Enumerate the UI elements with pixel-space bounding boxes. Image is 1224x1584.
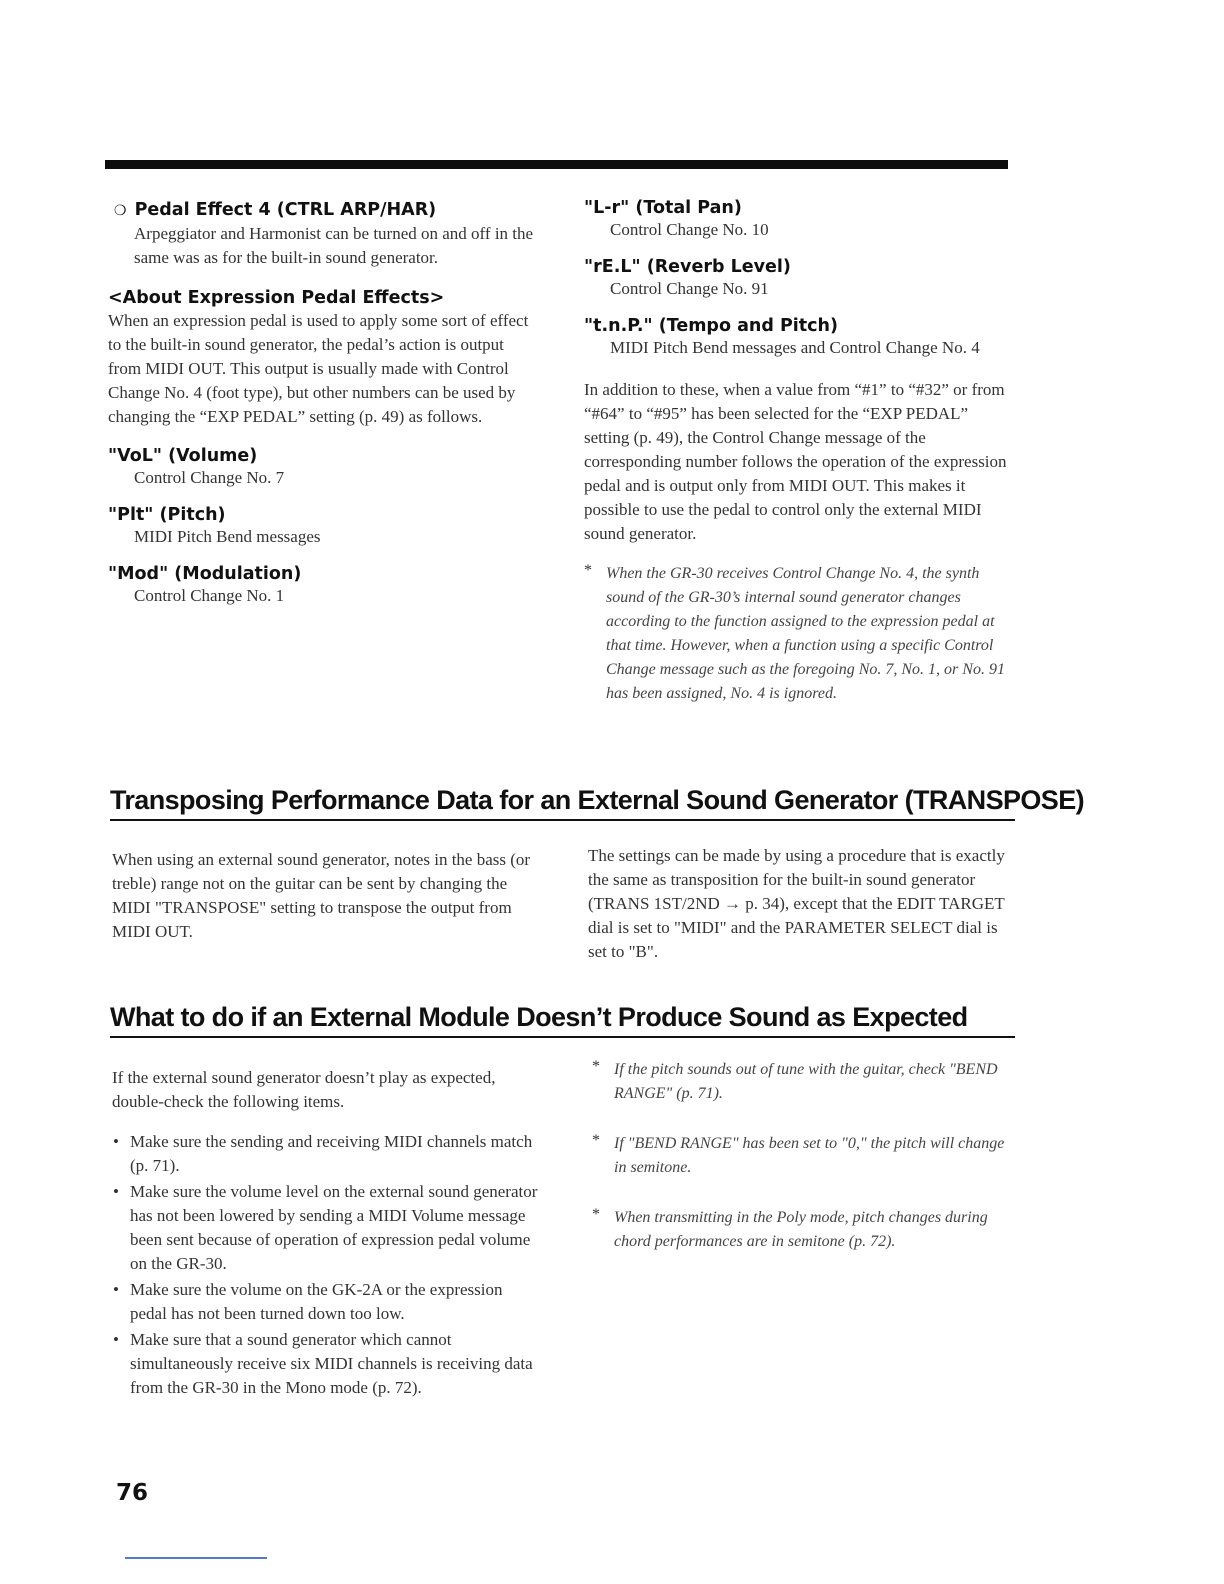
vol-text: Control Change No. 7: [134, 468, 285, 487]
top-rule: [105, 160, 1008, 169]
check-item: • Make sure the sending and receiving MIDI channels match (p. 71).: [112, 1130, 542, 1178]
total-pan-text: Control Change No. 10: [610, 220, 769, 239]
left-column: [108, 200, 538, 608]
check-item: • Make sure the volume level on the external sound generator has not been lowered by sending a MIDI Volume message been sent because of operation of expression pedal volume on the GR-30.: [112, 1180, 542, 1276]
reverb-level-heading: "rE.L" (Reverb Level): [584, 257, 791, 277]
pedal-effect-heading: ❍ Pedal Effect 4 (CTRL ARP/HAR): [114, 200, 437, 220]
right-column: [584, 198, 1012, 706]
note-text: If the pitch sounds out of tune with the guitar, check "BEND RANGE" (p. 71).: [614, 1061, 998, 1102]
asterisk-icon: *: [592, 1206, 600, 1223]
transpose-left-text: When using an external sound generator, notes in the bass (or treble) range not on the guitar can be sent by changing the MIDI "TRANSPOSE" setting to transpose the output from MIDI OUT.: [112, 850, 531, 941]
pitch-heading: "Plt" (Pitch): [108, 505, 226, 525]
reverb-level-text: Control Change No. 91: [610, 279, 769, 298]
about-expression-text: When an expression pedal is used to apply some sort of effect to the built-in sound generator, the pedal’s action is output from MIDI OUT. This output is usually made with Control Change No. 4 (foot type), but other numbers can be used by changing the “EXP PEDAL” setting (p. 49) as follows.: [108, 311, 529, 426]
total-pan-heading: "L-r" (Total Pan): [584, 198, 742, 218]
troubleshoot-section-title: What to do if an External Module Doesn’t Produce Sound as Expected: [110, 1002, 1015, 1038]
check-list: [112, 1130, 542, 1400]
pitch-text: MIDI Pitch Bend messages: [134, 527, 321, 546]
addition-text: In addition to these, when a value from “#1” to “#32” or from “#64” to “#95” has been selected for the “EXP PEDAL” setting (p. 49), the Control Change message of the corresponding number follows the operation of the expression pedal and is output only from MIDI OUT. This makes it possible to use the pedal to control only the external MIDI sound generator.: [584, 380, 1007, 543]
bend-range-note: [592, 1058, 1014, 1106]
tempo-pitch-heading: "t.n.P." (Tempo and Pitch): [584, 316, 838, 336]
vol-heading: "VoL" (Volume): [108, 446, 258, 466]
note-text: If "BEND RANGE" has been set to "0," the pitch will change in semitone.: [614, 1135, 1005, 1176]
bottom-mark: [125, 1557, 267, 1559]
troubleshoot-intro: If the external sound generator doesn’t play as expected, double-check the following items.: [112, 1068, 496, 1111]
mod-heading: "Mod" (Modulation): [108, 564, 302, 584]
check-item: • Make sure that a sound generator which cannot simultaneously receive six MIDI channels is receiving data from the GR-30 in the Mono mode (p. 72).: [112, 1328, 542, 1400]
asterisk-icon: *: [592, 1132, 600, 1149]
troubleshoot-right: [592, 1058, 1014, 1254]
semitone-note: [592, 1132, 1014, 1180]
about-expression-heading: <About Expression Pedal Effects>: [108, 288, 445, 308]
transpose-section-title: Transposing Performance Data for an External Sound Generator (TRANSPOSE): [110, 785, 1015, 821]
check-item: • Make sure the volume on the GK-2A or the expression pedal has not been turned down too low.: [112, 1278, 542, 1326]
mod-text: Control Change No. 1: [134, 586, 285, 605]
asterisk-icon: *: [592, 1058, 600, 1075]
tempo-pitch-text: MIDI Pitch Bend messages and Control Change No. 4: [610, 338, 980, 357]
pedal-effect-text: Arpeggiator and Harmonist can be turned on and off in the same was as for the built-in sound generator.: [134, 224, 534, 267]
receive-note: [584, 562, 1012, 706]
troubleshoot-left: [112, 1066, 542, 1402]
circle-marker-icon: ❍: [114, 203, 127, 219]
note-text: When transmitting in the Poly mode, pitch changes during chord performances are in semitone (p. 72).: [614, 1209, 988, 1250]
page-number: 76: [116, 1480, 149, 1506]
transpose-right-text: The settings can be made by using a procedure that is exactly the same as transposition for the built-in sound generator (TRANS 1ST/2ND → p. 34), except that the EDIT TARGET dial is set to "MIDI" and the PARAMETER SELECT dial is set to "B".: [588, 846, 1005, 961]
receive-note-text: When the GR-30 receives Control Change No. 4, the synth sound of the GR-30’s internal sound generator changes according to the function assigned to the expression pedal at that time. However, when a function using a specific Control Change message such as the foregoing No. 7, No. 1, or No. 91 has been assigned, No. 4 is ignored.: [606, 565, 1005, 702]
asterisk-icon: *: [584, 562, 592, 579]
poly-mode-note: [592, 1206, 1014, 1254]
